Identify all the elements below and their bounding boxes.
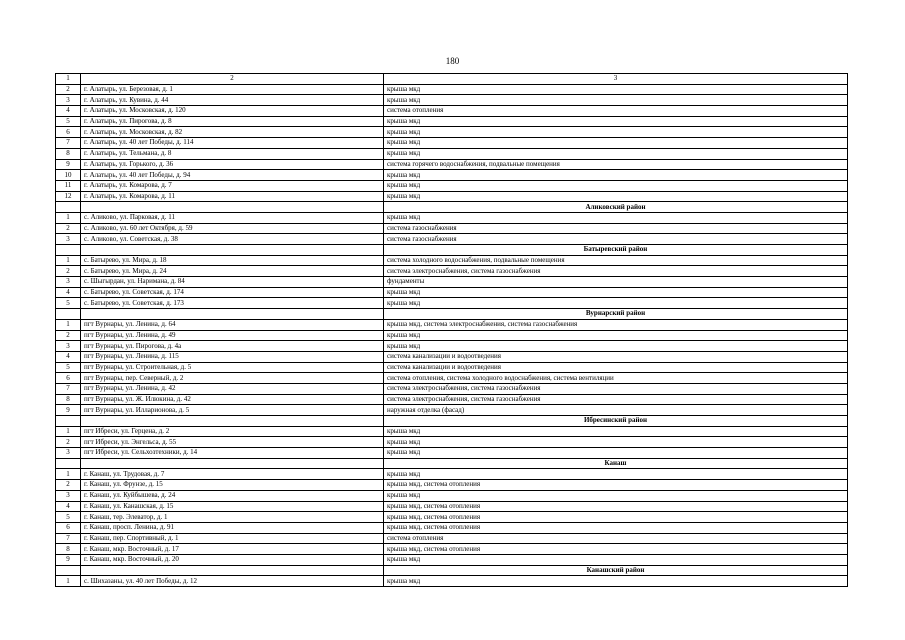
table-row (56, 191, 848, 202)
row-number: 2 (56, 480, 81, 491)
row-address: пгт Ибреси, ул. Энгельса, д. 55 (81, 437, 384, 448)
row-work: система канализации и водоотведения (384, 362, 848, 373)
row-address: с. Аликово, ул. 60 лет Октября, д. 59 (81, 223, 384, 234)
row-work: крыша мкд (384, 170, 848, 181)
header-col-2: 2 (81, 74, 384, 85)
row-work: крыша мкд, система отопления (384, 544, 848, 555)
row-number: 2 (56, 223, 81, 234)
row-work: крыша мкд, система отопления (384, 501, 848, 512)
row-work: крыша мкд (384, 95, 848, 106)
section-title: Батыревский район (384, 245, 848, 256)
row-work: крыша мкд (384, 330, 848, 341)
row-work: система газоснабжения (384, 234, 848, 245)
section-empty-cell (56, 309, 81, 320)
table-row (56, 234, 848, 245)
table-row (56, 170, 848, 181)
row-address: с. Шихазаны, ул. 40 лет Победы, д. 12 (81, 576, 384, 587)
row-address: г. Канаш, ул. Канашская, д. 15 (81, 501, 384, 512)
row-number: 5 (56, 298, 81, 309)
header-col-3: 3 (384, 74, 848, 85)
table-row (56, 116, 848, 127)
row-number: 7 (56, 533, 81, 544)
row-work: система газоснабжения (384, 223, 848, 234)
row-address: г. Алатырь, ул. Комарова, д. 7 (81, 180, 384, 191)
table-row (56, 394, 848, 405)
table-row (56, 287, 848, 298)
table-row (56, 330, 848, 341)
section-empty-cell (56, 565, 81, 576)
table-row (56, 255, 848, 266)
section-row (56, 416, 848, 427)
row-number: 9 (56, 405, 81, 416)
row-address: пгт Вурнары, ул. Строительная, д. 5 (81, 362, 384, 373)
row-address: г. Алатырь, ул. Пирогова, д. 8 (81, 116, 384, 127)
row-address: с. Батырево, ул. Мира, д. 18 (81, 255, 384, 266)
row-number: 1 (56, 576, 81, 587)
table-row (56, 554, 848, 565)
row-address: г. Канаш, мкр. Восточный, д. 17 (81, 544, 384, 555)
row-address: г. Канаш, тер. Элеватор, д. 1 (81, 512, 384, 523)
row-address: г. Алатырь, ул. Березовая, д. 1 (81, 84, 384, 95)
row-address: пгт Вурнары, ул. Ж. Илюкина, д. 42 (81, 394, 384, 405)
table-body (56, 74, 848, 587)
table-row (56, 383, 848, 394)
row-work: система электроснабжения, система газоснабжения (384, 383, 848, 394)
table-row (56, 138, 848, 149)
row-number: 3 (56, 277, 81, 288)
section-empty-cell (81, 458, 384, 469)
row-work: система горячего водоснабжения, подвальные помещения (384, 159, 848, 170)
row-work: крыша мкд (384, 116, 848, 127)
row-address: пгт Вурнары, ул. Ленина, д. 64 (81, 319, 384, 330)
row-number: 1 (56, 255, 81, 266)
row-address: г. Алатырь, ул. Кувина, д. 44 (81, 95, 384, 106)
page-number: 180 (445, 56, 460, 66)
table-row (56, 341, 848, 352)
row-work: крыша мкд (384, 191, 848, 202)
row-work: наружная отделка (фасад) (384, 405, 848, 416)
row-number: 5 (56, 362, 81, 373)
row-number: 6 (56, 522, 81, 533)
row-address: г. Алатырь, ул. 40 лет Победы, д. 114 (81, 138, 384, 149)
row-number: 4 (56, 351, 81, 362)
table-row (56, 148, 848, 159)
section-title: Канашский район (384, 565, 848, 576)
row-address: с. Шыгырдан, ул. Наримана, д. 84 (81, 277, 384, 288)
section-row (56, 245, 848, 256)
row-work: крыша мкд, система отопления (384, 480, 848, 491)
row-work: крыша мкд (384, 437, 848, 448)
row-number: 8 (56, 394, 81, 405)
row-work: крыша мкд, система электроснабжения, система газоснабжения (384, 319, 848, 330)
table-row (56, 159, 848, 170)
row-work: крыша мкд (384, 341, 848, 352)
table-row (56, 106, 848, 117)
section-title: Аликовский район (384, 202, 848, 213)
table-row (56, 448, 848, 459)
table-row (56, 544, 848, 555)
row-address: г. Канаш, ул. Куйбышева, д. 24 (81, 490, 384, 501)
table-row (56, 522, 848, 533)
table-row (56, 95, 848, 106)
section-empty-cell (81, 416, 384, 427)
section-row (56, 565, 848, 576)
row-address: г. Алатырь, ул. Московская, д. 120 (81, 106, 384, 117)
table-row (56, 373, 848, 384)
row-number: 5 (56, 512, 81, 523)
table-row (56, 212, 848, 223)
table-row (56, 480, 848, 491)
table-row (56, 501, 848, 512)
row-address: пгт Вурнары, ул. Илларионова, д. 5 (81, 405, 384, 416)
row-number: 7 (56, 383, 81, 394)
row-work: система холодного водоснабжения, подвальные помещения (384, 255, 848, 266)
row-address: пгт Ибреси, ул. Герцена, д. 2 (81, 426, 384, 437)
row-address: пгт Вурнары, ул. Пирогова, д. 4а (81, 341, 384, 352)
table-row (56, 266, 848, 277)
section-row (56, 458, 848, 469)
table-row (56, 127, 848, 138)
row-address: пгт Вурнары, ул. Ленина, д. 115 (81, 351, 384, 362)
row-number: 4 (56, 287, 81, 298)
row-work: крыша мкд (384, 180, 848, 191)
row-work: крыша мкд (384, 84, 848, 95)
row-number: 2 (56, 437, 81, 448)
section-empty-cell (56, 245, 81, 256)
table-row (56, 319, 848, 330)
table-row (56, 405, 848, 416)
row-work: крыша мкд, система отопления (384, 522, 848, 533)
row-number: 3 (56, 341, 81, 352)
row-work: крыша мкд (384, 426, 848, 437)
row-address: с. Аликово, ул. Советская, д. 38 (81, 234, 384, 245)
row-address: с. Батырево, ул. Мира, д. 24 (81, 266, 384, 277)
table-row (56, 490, 848, 501)
table-row (56, 437, 848, 448)
row-number: 11 (56, 180, 81, 191)
table-row (56, 576, 848, 587)
row-number: 6 (56, 127, 81, 138)
row-number: 8 (56, 544, 81, 555)
row-address: пгт Вурнары, ул. Ленина, д. 49 (81, 330, 384, 341)
row-work: крыша мкд (384, 490, 848, 501)
section-empty-cell (56, 416, 81, 427)
section-empty-cell (81, 202, 384, 213)
table-row (56, 533, 848, 544)
header-col-1: 1 (56, 74, 81, 85)
row-number: 3 (56, 448, 81, 459)
row-number: 3 (56, 95, 81, 106)
row-address: г. Канаш, просп. Ленина, д. 91 (81, 522, 384, 533)
row-number: 4 (56, 501, 81, 512)
row-number: 1 (56, 426, 81, 437)
row-address: г. Алатырь, ул. Тельмана, д. 8 (81, 148, 384, 159)
row-work: крыша мкд (384, 554, 848, 565)
section-empty-cell (81, 565, 384, 576)
row-work: система отопления (384, 533, 848, 544)
section-row (56, 202, 848, 213)
row-number: 10 (56, 170, 81, 181)
row-number: 3 (56, 490, 81, 501)
section-empty-cell (81, 245, 384, 256)
row-number: 2 (56, 330, 81, 341)
header-row (56, 74, 848, 85)
row-address: г. Алатырь, ул. Горького, д. 36 (81, 159, 384, 170)
table-row (56, 84, 848, 95)
row-work: крыша мкд (384, 127, 848, 138)
row-address: с. Аликово, ул. Парковая, д. 11 (81, 212, 384, 223)
row-number: 9 (56, 159, 81, 170)
table-row (56, 362, 848, 373)
row-number: 5 (56, 116, 81, 127)
row-number: 12 (56, 191, 81, 202)
row-address: г. Алатырь, ул. Комарова, д. 11 (81, 191, 384, 202)
row-work: крыша мкд (384, 138, 848, 149)
row-work: крыша мкд (384, 287, 848, 298)
row-work: крыша мкд (384, 469, 848, 480)
row-number: 6 (56, 373, 81, 384)
row-address: г. Канаш, мкр. Восточный, д. 20 (81, 554, 384, 565)
row-work: фундаменты (384, 277, 848, 288)
section-empty-cell (56, 458, 81, 469)
row-work: система электроснабжения, система газоснабжения (384, 266, 848, 277)
repair-table (55, 73, 848, 587)
section-row (56, 309, 848, 320)
section-title: Вурнарский район (384, 309, 848, 320)
row-address: с. Батырево, ул. Советская, д. 174 (81, 287, 384, 298)
table-row (56, 277, 848, 288)
row-address: г. Канаш, ул. Фрунзе, д. 15 (81, 480, 384, 491)
table-row (56, 469, 848, 480)
table-row (56, 512, 848, 523)
row-number: 1 (56, 469, 81, 480)
row-number: 2 (56, 266, 81, 277)
row-work: система отопления (384, 106, 848, 117)
row-work: система отопления, система холодного водоснабжения, система вентиляции (384, 373, 848, 384)
row-number: 7 (56, 138, 81, 149)
table-row (56, 223, 848, 234)
row-work: крыша мкд (384, 298, 848, 309)
row-address: пгт Вурнары, ул. Ленина, д. 42 (81, 383, 384, 394)
row-work: крыша мкд (384, 576, 848, 587)
table-row (56, 426, 848, 437)
row-number: 2 (56, 84, 81, 95)
table-row (56, 180, 848, 191)
row-address: г. Алатырь, ул. Московская, д. 82 (81, 127, 384, 138)
row-number: 1 (56, 212, 81, 223)
row-address: г. Алатырь, ул. 40 лет Победы, д. 94 (81, 170, 384, 181)
row-work: крыша мкд (384, 148, 848, 159)
row-address: пгт Вурнары, пер. Северный, д. 2 (81, 373, 384, 384)
row-work: крыша мкд (384, 212, 848, 223)
row-work: система электроснабжения, система газоснабжения (384, 394, 848, 405)
row-address: г. Канаш, ул. Трудовая, д. 7 (81, 469, 384, 480)
row-work: система канализации и водоотведения (384, 351, 848, 362)
row-address: с. Батырево, ул. Советская, д. 173 (81, 298, 384, 309)
table-row (56, 351, 848, 362)
row-number: 9 (56, 554, 81, 565)
row-address: г. Канаш, пер. Спортивный, д. 1 (81, 533, 384, 544)
section-empty-cell (81, 309, 384, 320)
row-work: крыша мкд, система отопления (384, 512, 848, 523)
section-title: Ибресинский район (384, 416, 848, 427)
row-address: пгт Ибреси, ул. Сельхозтехники, д. 14 (81, 448, 384, 459)
row-number: 4 (56, 106, 81, 117)
section-title: Канаш (384, 458, 848, 469)
section-empty-cell (56, 202, 81, 213)
row-number: 8 (56, 148, 81, 159)
table-row (56, 298, 848, 309)
row-work: крыша мкд (384, 448, 848, 459)
row-number: 1 (56, 319, 81, 330)
row-number: 3 (56, 234, 81, 245)
